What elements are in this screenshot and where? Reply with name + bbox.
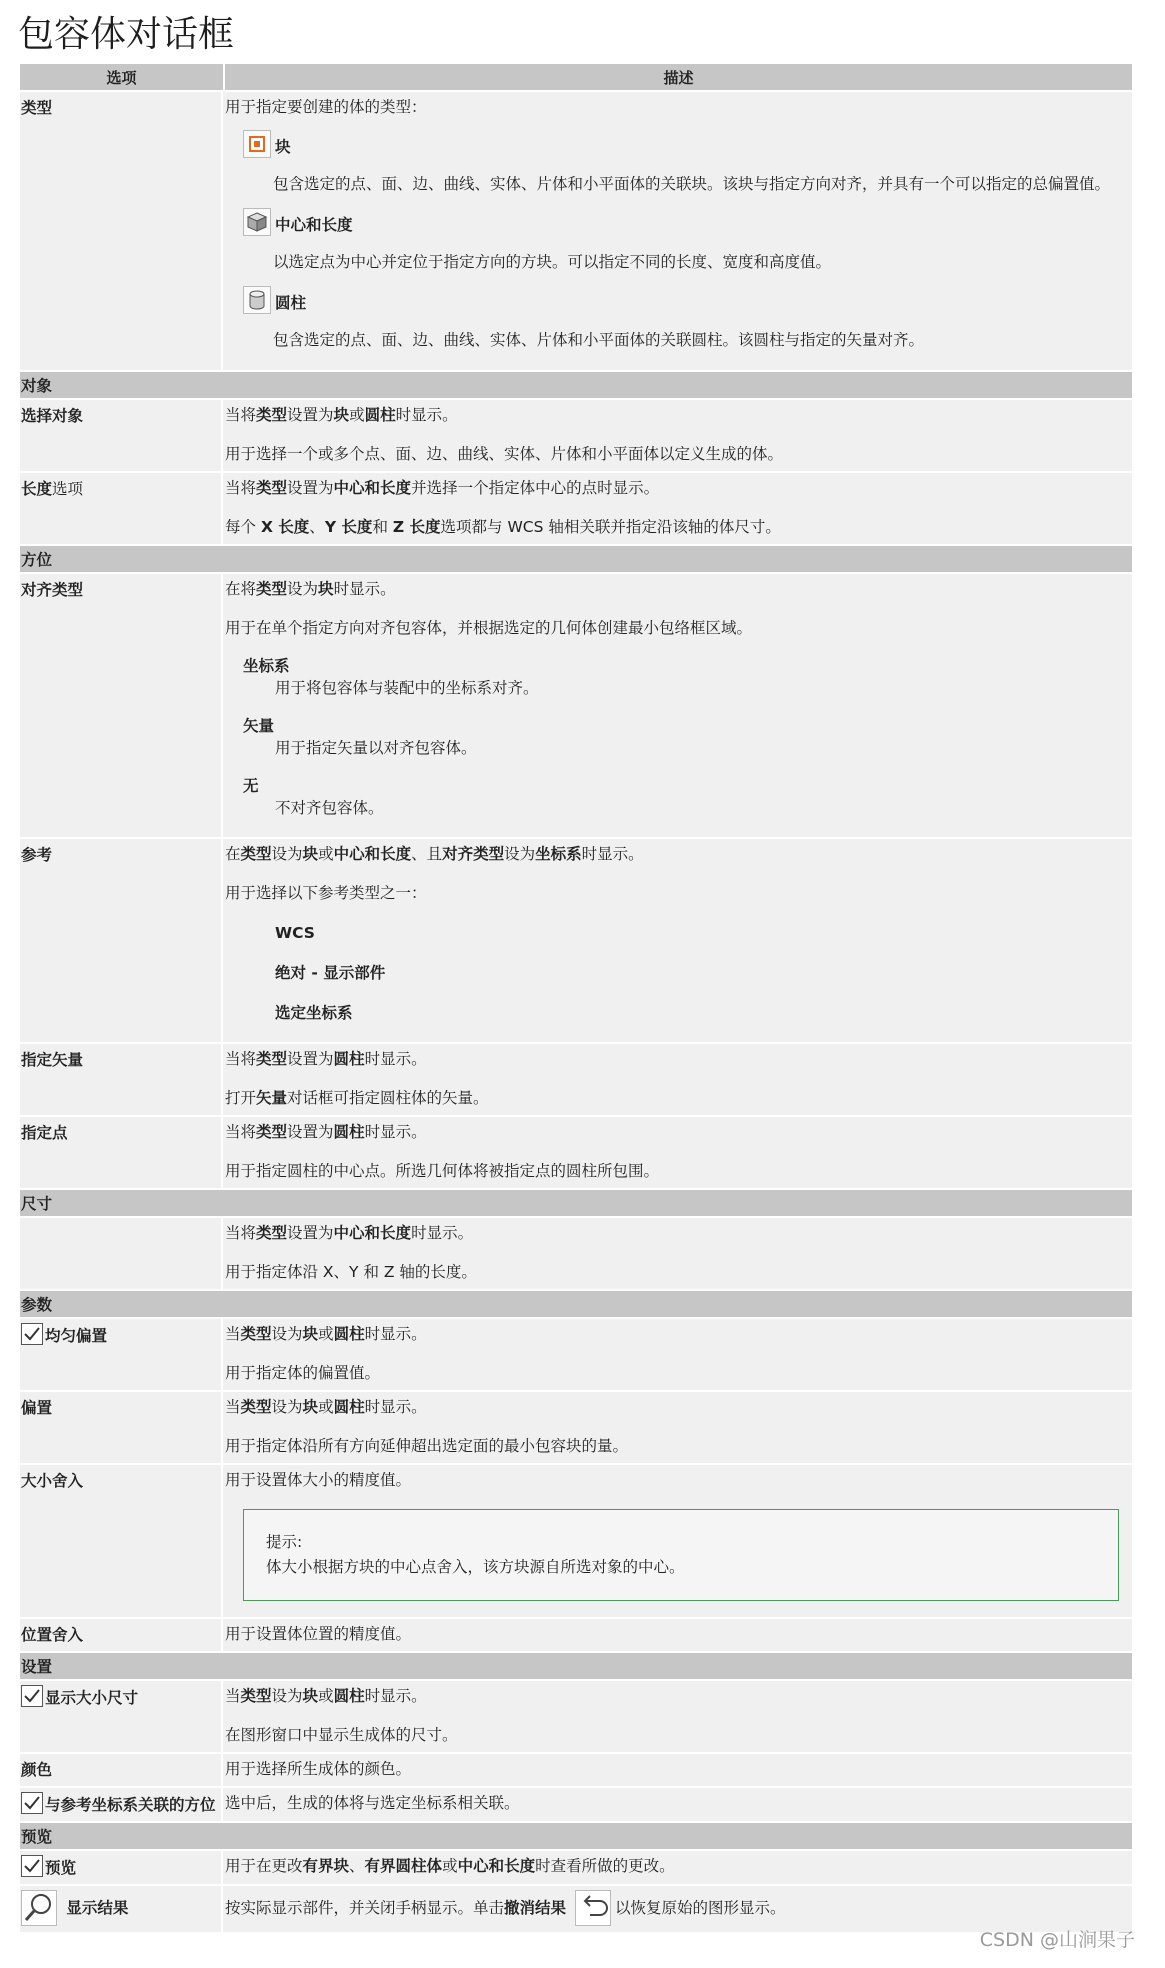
option-show-result: 显示结果 (20, 1884, 223, 1932)
option-align-type: 对齐类型 (20, 572, 223, 837)
table-row (20, 398, 1132, 471)
option-reference: 参考 (20, 837, 223, 1042)
table-row (20, 1390, 1132, 1463)
section-row (20, 1821, 1132, 1849)
type-item-desc: 以选定点为中心并定位于指定方向的方块。可以指定不同的长度、宽度和高度值。 (273, 253, 832, 271)
show-result-desc: 按实际显示部件，并关闭手柄显示。单击撤消结果 以恢复原始的图形显示。 (225, 1890, 1118, 1926)
cube-icon (243, 208, 271, 236)
uniform-offset-desc: 用于指定体的偏置值。 (225, 1364, 381, 1382)
table-row (20, 1752, 1132, 1786)
option-size-round: 大小舍入 (20, 1463, 223, 1617)
type-item-label: 圆柱 (275, 294, 307, 312)
table-row (20, 1679, 1132, 1752)
table-row (20, 1786, 1132, 1821)
size-condition: 当将类型设置为中心和长度时显示。 (225, 1224, 474, 1242)
position-round-desc: 用于设置体位置的精度值。 (225, 1625, 412, 1643)
specify-point-desc: 用于指定圆柱的中心点。所选几何体将被指定点的圆柱所包围。 (225, 1162, 660, 1180)
align-type-desc: 用于在单个指定方向对齐包容体，并根据选定的几何体创建最小包络框区域。 (225, 619, 753, 637)
option-length-options: 长度选项 (20, 471, 223, 544)
option-specify-point: 指定点 (20, 1115, 223, 1188)
preview-desc: 用于在更改有界块、有界圆柱体或中心和长度时查看所做的更改。 (225, 1857, 675, 1875)
section-object: 对象 (20, 370, 1132, 398)
tip-note (243, 1509, 1119, 1601)
table-row (20, 1317, 1132, 1390)
uniform-offset-condition: 当类型设为块或圆柱时显示。 (225, 1325, 427, 1343)
type-item-desc: 包含选定的点、面、边、曲线、实体、片体和小平面体的关联块。该块与指定方向对齐，并具有一个可以指定的总偏置值。 (273, 175, 1111, 193)
magnifier-icon[interactable] (21, 1890, 57, 1926)
reference-condition: 在类型设为块或中心和长度、且对齐类型设为坐标系时显示。 (225, 845, 644, 863)
cylinder-icon (243, 286, 271, 314)
reference-list (275, 922, 1118, 1024)
option-select-object: 选择对象 (20, 398, 223, 471)
specify-vector-condition: 当将类型设置为圆柱时显示。 (225, 1050, 427, 1068)
length-options-desc: 每个 X 长度、Y 长度和 Z 长度选项都与 WCS 轴相关联并指定沿该轴的体尺寸。 (225, 518, 781, 536)
column-header-option: 选项 (20, 64, 223, 90)
table-row (20, 90, 1132, 370)
table-row (20, 1042, 1132, 1115)
column-header-description: 描述 (223, 64, 1132, 90)
type-item-block (225, 130, 1118, 196)
table-row (20, 1884, 1132, 1932)
table-header-row (20, 64, 1132, 90)
table-row (20, 1115, 1132, 1188)
option-color: 颜色 (20, 1752, 223, 1786)
reference-desc: 用于选择以下参考类型之一： (225, 884, 427, 902)
option-position-round: 位置舍入 (20, 1617, 223, 1651)
option-size-empty (20, 1216, 223, 1289)
section-parameters: 参数 (20, 1289, 1132, 1317)
table-row (20, 1463, 1132, 1617)
list-item: 选定坐标系 (275, 1004, 353, 1022)
table-row (20, 837, 1132, 1042)
align-sub-csys: 坐标系 用于将包容体与装配中的坐标系对齐。 (243, 657, 539, 697)
options-table (20, 64, 1132, 1932)
size-desc: 用于指定体沿 X、Y 和 Z 轴的长度。 (225, 1263, 477, 1281)
option-associate: 与参考坐标系关联的方位 (20, 1786, 223, 1821)
type-item-label: 块 (275, 138, 291, 156)
table-row (20, 471, 1132, 544)
option-specify-vector: 指定矢量 (20, 1042, 223, 1115)
section-row (20, 1651, 1132, 1679)
section-row (20, 1188, 1132, 1216)
section-size: 尺寸 (20, 1188, 1132, 1216)
section-settings: 设置 (20, 1651, 1132, 1679)
associate-desc: 选中后，生成的体将与选定坐标系相关联。 (225, 1794, 520, 1812)
option-show-size: 显示大小尺寸 (20, 1679, 223, 1752)
list-item: WCS (275, 924, 315, 942)
tip-text: 体大小根据方块的中心点舍入，该方块源自所选对象的中心。 (266, 1558, 685, 1576)
section-orientation: 方位 (20, 544, 1132, 572)
align-sub-vector: 矢量 用于指定矢量以对齐包容体。 (243, 717, 477, 757)
block-icon (243, 130, 271, 158)
option-offset: 偏置 (20, 1390, 223, 1463)
type-intro: 用于指定要创建的体的类型： (225, 98, 427, 116)
color-desc: 用于选择所生成体的颜色。 (225, 1760, 412, 1778)
size-round-desc: 用于设置体大小的精度值。 (225, 1471, 412, 1489)
section-row (20, 544, 1132, 572)
specify-point-condition: 当将类型设置为圆柱时显示。 (225, 1123, 427, 1141)
select-object-desc: 用于选择一个或多个点、面、边、曲线、实体、片体和小平面体以定义生成的体。 (225, 445, 784, 463)
select-object-condition: 当将类型设置为块或圆柱时显示。 (225, 406, 458, 424)
option-uniform-offset: 均匀偏置 (20, 1317, 223, 1390)
undo-icon[interactable] (575, 1890, 611, 1926)
table-row (20, 1617, 1132, 1651)
show-size-checkbox[interactable] (21, 1685, 43, 1707)
associate-checkbox[interactable] (21, 1792, 43, 1814)
section-row (20, 1289, 1132, 1317)
uniform-offset-checkbox[interactable] (21, 1323, 43, 1345)
page-title: 包容体对话框 (18, 14, 235, 55)
section-row (20, 370, 1132, 398)
preview-checkbox[interactable] (21, 1855, 43, 1877)
type-item-label: 中心和长度 (275, 216, 353, 234)
type-item-center-length (225, 208, 1118, 274)
table-row (20, 1849, 1132, 1884)
align-sub-none: 无 不对齐包容体。 (243, 777, 384, 817)
specify-vector-desc: 打开矢量对话框可指定圆柱体的矢量。 (225, 1089, 489, 1107)
table-row (20, 1216, 1132, 1289)
type-item-desc: 包含选定的点、面、边、曲线、实体、片体和小平面体的关联圆柱。该圆柱与指定的矢量对齐。 (273, 331, 925, 349)
length-options-condition: 当将类型设置为中心和长度并选择一个指定体中心的点时显示。 (225, 479, 660, 497)
offset-desc: 用于指定体沿所有方向延伸超出选定面的最小包容块的量。 (225, 1437, 629, 1455)
align-type-condition: 在将类型设为块时显示。 (225, 580, 396, 598)
list-item: 绝对 - 显示部件 (275, 964, 386, 982)
option-type: 类型 (20, 90, 223, 370)
table-row (20, 572, 1132, 837)
show-size-desc: 在图形窗口中显示生成体的尺寸。 (225, 1726, 458, 1744)
option-preview: 预览 (20, 1849, 223, 1884)
offset-condition: 当类型设为块或圆柱时显示。 (225, 1398, 427, 1416)
watermark: CSDN @山涧果子 (979, 1929, 1135, 1951)
section-preview: 预览 (20, 1821, 1132, 1849)
tip-title: 提示: (266, 1533, 303, 1551)
type-item-cylinder (225, 286, 1118, 352)
show-size-condition: 当类型设为块或圆柱时显示。 (225, 1687, 427, 1705)
